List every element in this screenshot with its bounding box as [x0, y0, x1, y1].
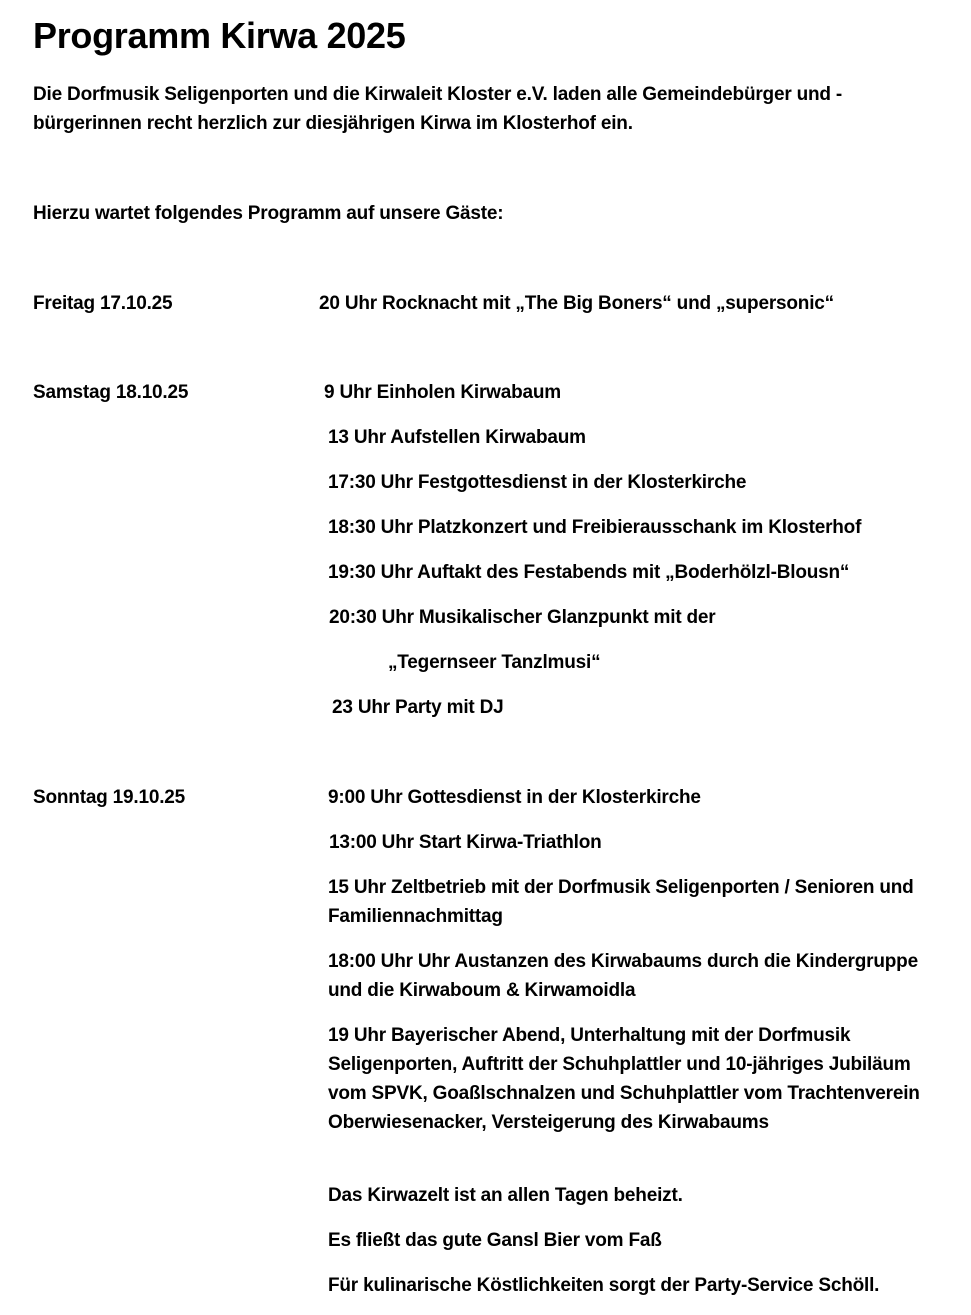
event-sunday-gottesdienst: 9:00 Uhr Gottesdienst in der Klosterkirche	[328, 787, 701, 808]
day-label-friday: Freitag 17.10.25	[33, 293, 173, 314]
event-sunday-bayerischer-abend: 19 Uhr Bayerischer Abend, Unterhaltung mit der Dorfmusik Seligenporten, Auftritt der Schuhplattler und 10-jähriges Jubiläum vom SPVK, Goaßlschnalzen und Schuhplattler vom Trachtenverein Oberwiesenacker, Versteigerung des Kirwabaums	[328, 1025, 920, 1133]
page-title: Programm Kirwa 2025	[33, 15, 406, 56]
event-sunday-austanzen: 18:00 Uhr Uhr Austanzen des Kirwabaums durch die Kindergruppe und die Kirwaboum & Kirwamoidla	[328, 951, 918, 1001]
event-sunday-zeltbetrieb: 15 Uhr Zeltbetrieb mit der Dorfmusik Seligenporten / Senioren und Familiennachmittag	[328, 877, 914, 927]
event-saturday-platzkonzert: 18:30 Uhr Platzkonzert und Freibierausschank im Klosterhof	[328, 517, 862, 538]
intro-paragraph: Die Dorfmusik Seligenporten und die Kirwaleit Kloster e.V. laden alle Gemeindebürger und -bürgerinnen recht herzlich zur diesjährigen Kirwa im Klosterhof ein.	[33, 84, 843, 134]
note-heating: Das Kirwazelt ist an allen Tagen beheizt.	[328, 1185, 683, 1206]
day-label-sunday: Sonntag 19.10.25	[33, 787, 186, 808]
event-saturday-festgottesdienst: 17:30 Uhr Festgottesdienst in der Klosterkirche	[328, 472, 747, 493]
event-saturday-festabend: 19:30 Uhr Auftakt des Festabends mit „Boderhölzl-Blousn“	[328, 562, 850, 583]
program-lead: Hierzu wartet folgendes Programm auf unsere Gäste:	[33, 203, 504, 224]
event-saturday-aufstellen: 13 Uhr Aufstellen Kirwabaum	[328, 427, 586, 448]
day-label-saturday: Samstag 18.10.25	[33, 382, 189, 403]
event-saturday-tanzlmusi: „Tegernseer Tanzlmusi“	[388, 652, 601, 673]
event-saturday-party: 23 Uhr Party mit DJ	[332, 697, 504, 718]
note-catering: Für kulinarische Köstlichkeiten sorgt der Party-Service Schöll.	[328, 1275, 880, 1296]
event-friday-rocknacht: 20 Uhr Rocknacht mit „The Big Boners“ und „supersonic“	[319, 293, 834, 314]
event-sunday-triathlon: 13:00 Uhr Start Kirwa-Triathlon	[329, 832, 602, 853]
note-beer: Es fließt das gute Gansl Bier vom Faß	[328, 1230, 662, 1251]
event-saturday-glanzpunkt: 20:30 Uhr Musikalischer Glanzpunkt mit der	[329, 607, 716, 628]
event-saturday-einholen: 9 Uhr Einholen Kirwabaum	[324, 382, 561, 403]
